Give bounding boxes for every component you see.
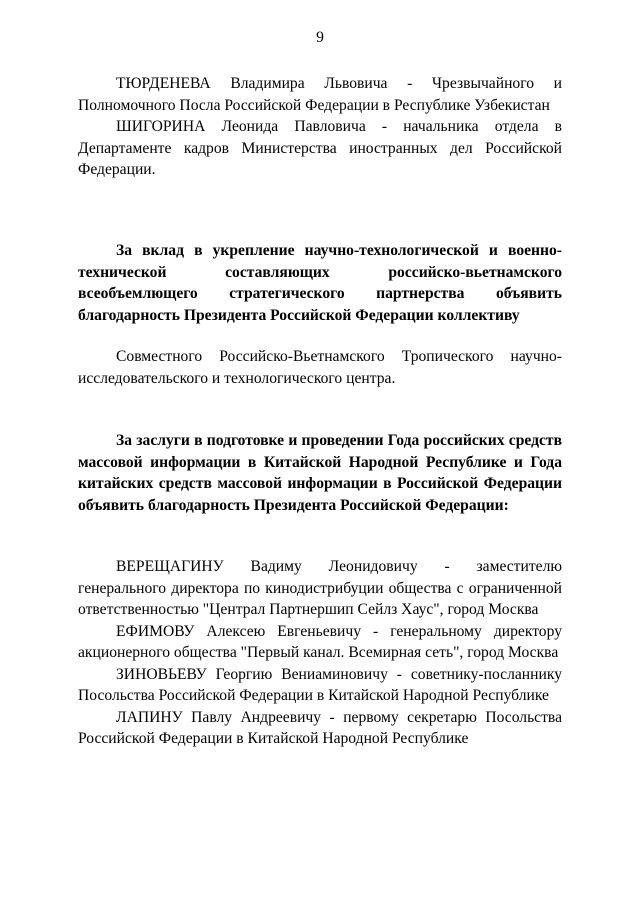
decree-1-recipient: Совместного Российско-Вьетнамского Тропического научно-исследовательского и технологического центра. bbox=[78, 348, 562, 387]
decree-2 bbox=[78, 430, 562, 516]
decree-1 bbox=[78, 240, 562, 326]
entry-lapin bbox=[78, 707, 562, 750]
entry-name: ВЕРЕЩАГИНУ bbox=[116, 558, 224, 575]
entry-text: Алексею Евгеньевичу - генеральному директору акционерного общества "Первый канал. Всемирная сеть", город Москва bbox=[78, 622, 562, 661]
entry-text: Леонида Павловича - начальника отдела в Департаменте кадров Министерства иностранных дел Российской Федерации. bbox=[78, 118, 562, 178]
entry-text: Георгию Вениаминовичу - советнику-посланнику Посольства Российской Федерации в Китайской Народной Республике bbox=[78, 665, 562, 704]
decree-1-recipient-block bbox=[78, 346, 562, 389]
decree-1-heading: За вклад в укрепление научно-технологической и военно-технической составляющих российско-вьетнамского всеобъемлющего стратегического партнерства объявить благодарность Президента Российской Федерации коллективу bbox=[78, 242, 562, 324]
entry-name: ЕФИМОВУ bbox=[116, 622, 195, 640]
entry-text: Владимира Львовича - Чрезвычайного и Полномочного Посла Российской Федерации в Республике Узбекистан bbox=[78, 75, 562, 114]
entry-name: ШИГОРИНА bbox=[116, 118, 206, 135]
entries-top bbox=[78, 73, 562, 181]
page-number: 9 bbox=[316, 29, 324, 46]
entry-shigorina bbox=[78, 116, 562, 181]
entry-tyurdeneva bbox=[78, 73, 562, 116]
entry-efimov bbox=[78, 621, 562, 664]
decree-2-entries bbox=[78, 556, 562, 750]
entry-name: ЛАПИНУ bbox=[116, 708, 183, 726]
entry-text: Павлу Андреевичу - первому секретарю Посольства Российской Федерации в Китайской Народной Республике bbox=[78, 708, 562, 747]
entry-zinovyev bbox=[78, 664, 562, 707]
entry-vereshchagin bbox=[78, 556, 562, 621]
decree-2-heading: За заслуги в подготовке и проведении Года российских средств массовой информации в Китайской Народной Республике и Года китайских средств массовой информации в Российской Федерации объявить благодарность Президента Российской Федерации: bbox=[78, 432, 562, 514]
entry-text: Вадиму Леонидовичу - заместителю генерального директора по кинодистрибуции общества с ограниченной ответственностью "Централ Партнершип Сейлз Хаус", город Москва bbox=[78, 558, 562, 618]
entry-name: ЗИНОВЬЕВУ bbox=[116, 665, 207, 683]
entry-name: ТЮРДЕНЕВА bbox=[116, 75, 211, 92]
